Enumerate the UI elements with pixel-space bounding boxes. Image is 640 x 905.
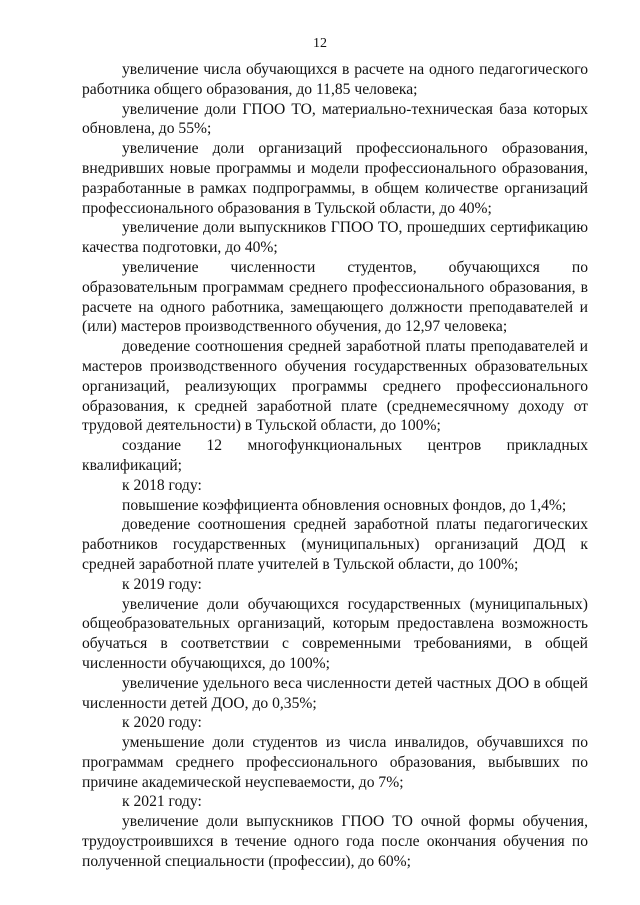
year-heading: к 2018 году:: [122, 476, 202, 494]
paragraph: создание 12 многофункциональных центров прикладных квалификаций;: [82, 437, 588, 474]
year-heading: к 2021 году:: [122, 793, 202, 811]
paragraph: увеличение доли ГПОО ТО, материально-техническая база которых обновлена, до 55%;: [82, 100, 588, 138]
paragraph: увеличение доли выпускников ГПОО ТО, прошедших сертификацию качества подготовки, до 40%;: [82, 219, 588, 257]
paragraph: повышение коэффициента обновления основных фондов, до 1,4%;: [122, 496, 567, 514]
document-body: [82, 60, 588, 872]
paragraph: увеличение доли организаций профессионального образования, внедривших новые программы и модели профессионального образования, разработанные в рамках подпрограммы, в общем количестве организаций профессионального образования в Тульской области, до 40%;: [82, 140, 588, 217]
paragraph: уменьшение доли студентов из числа инвалидов, обучавшихся по программам среднего профессионального образования, выбывших по причине академической неуспеваемости, до 7%;: [82, 734, 588, 791]
paragraph: увеличение числа обучающихся в расчете на одного педагогического работника общего образования, до 11,85 человека;: [82, 61, 588, 98]
paragraph: доведение соотношения средней заработной платы педагогических работников государственных (муниципальных) организаций ДОД к средней заработной плате учителей в Тульской области, до 100%;: [82, 516, 588, 573]
page-number: 12: [313, 36, 327, 51]
paragraph: доведение соотношения средней заработной платы преподавателей и мастеров производственного обучения государственных образовательных организаций, реализующих программы среднего профессионального образования, к средней заработной плате (среднемесячному доходу от трудовой деятельности) в Тульской области, до 100%;: [82, 338, 588, 435]
year-heading: к 2020 году:: [122, 714, 202, 732]
paragraph: увеличение доли выпускников ГПОО ТО очной формы обучения, трудоустроившихся в течение одного года после окончания обучения по полученной специальности (профессии), до 60%;: [82, 813, 588, 870]
paragraph: увеличение численности студентов, обучающихся по образовательным программам среднего профессионального образования, в расчете на одного работника, замещающего должности преподавателей и (или) мастеров производственного обучения, до 12,97 человека;: [82, 258, 588, 336]
paragraph: увеличение доли обучающихся государственных (муниципальных) общеобразовательных организаций, которым предоставлена возможность обучаться в соответствии с современными требованиями, в общей численности обучающихся, до 100%;: [82, 595, 588, 672]
paragraph: увеличение удельного веса численности детей частных ДОО в общей численности детей ДОО, до 0,35%;: [82, 674, 588, 712]
year-heading: к 2019 году:: [122, 575, 202, 593]
